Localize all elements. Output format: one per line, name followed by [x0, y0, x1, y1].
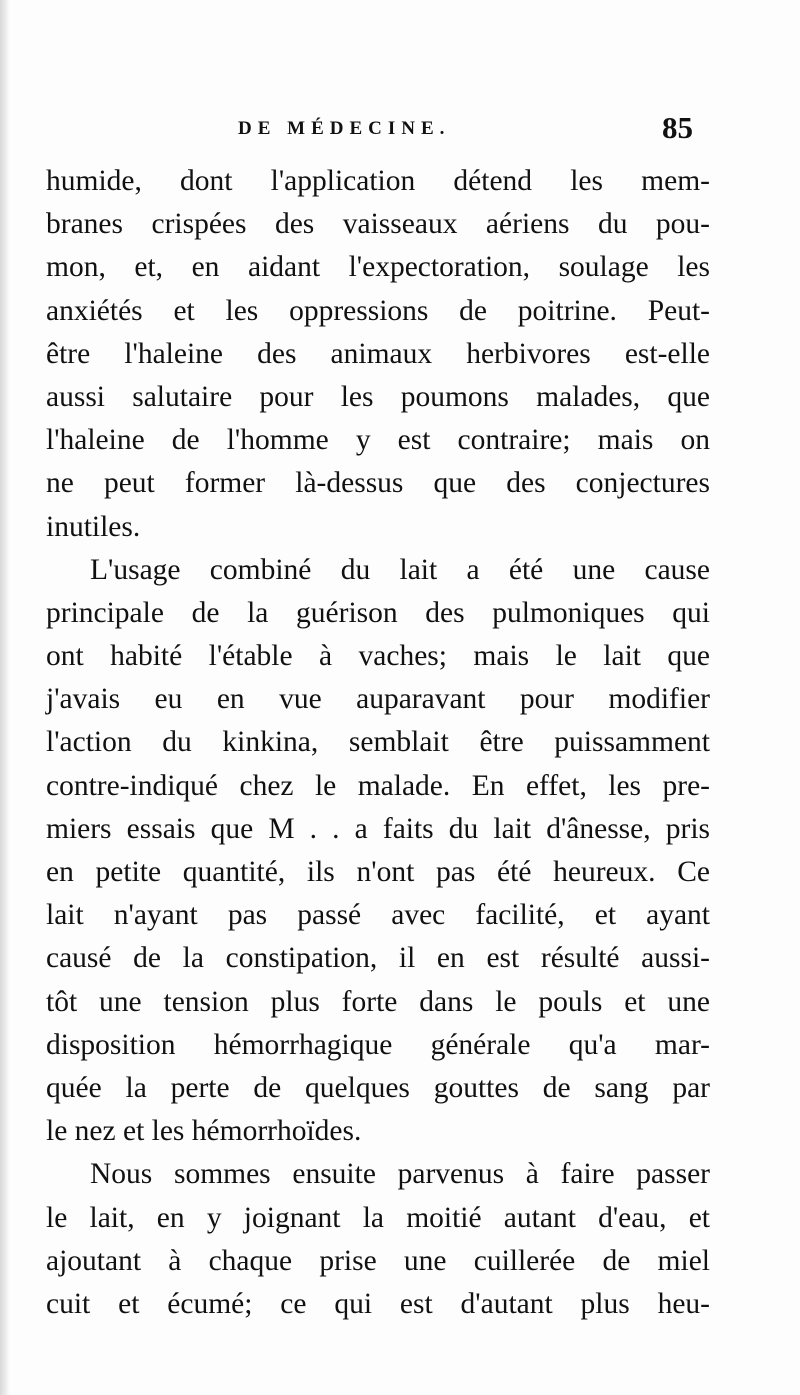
text-line: miers essais que M . . a faits du lait d'ânesse, pris [46, 812, 710, 845]
text-line: humide, dont l'application détend les mem- [46, 165, 710, 197]
text-line: quée la perte de quelques gouttes de sang par [46, 1071, 710, 1104]
page-number: 85 [662, 110, 693, 145]
text-line: L'usage combiné du lait a été une cause [90, 553, 710, 586]
text-line: tôt une tension plus forte dans le pouls et une [46, 985, 710, 1018]
text-line: en petite quantité, ils n'ont pas été heureux. Ce [46, 856, 710, 888]
text-line: l'action du kinkina, semblait être puissamment [46, 726, 710, 759]
page-header [0, 108, 800, 148]
text-line: ajoutant à chaque prise une cuillerée de miel [46, 1244, 710, 1277]
text-line: aussi salutaire pour les poumons malades, que [46, 380, 710, 413]
text-line: mon, et, en aidant l'expectoration, soulage les [46, 251, 710, 284]
text-line: principale de la guérison des pulmoniques qui [46, 596, 710, 629]
text-line: le lait, en y joignant la moitié autant d'eau, et [46, 1201, 710, 1234]
text-line: inutiles. [46, 510, 141, 543]
body-text [46, 160, 710, 1326]
text-line: contre-indiqué chez le malade. En effet, les pre- [46, 769, 710, 802]
paragraph-1 [46, 160, 710, 549]
page-edge-shadow [0, 0, 10, 1395]
text-line: j'avais eu en vue auparavant pour modifier [46, 683, 710, 716]
text-line: ont habité l'étable à vaches; mais le lait que [46, 640, 710, 673]
text-line: causé de la constipation, il en est résulté aussi- [46, 942, 710, 975]
text-line: cuit et écumé; ce qui est d'autant plus heu- [46, 1287, 710, 1320]
text-line: Nous sommes ensuite parvenus à faire passer [90, 1158, 710, 1191]
text-line: branes crispées des vaisseaux aériens du pou- [46, 208, 710, 241]
paragraph-2 [46, 549, 710, 1154]
text-line: disposition hémorrhagique générale qu'a mar- [46, 1028, 710, 1061]
text-line: l'haleine de l'homme y est contraire; mais on [46, 424, 710, 457]
text-line: être l'haleine des animaux herbivores est-elle [46, 337, 710, 370]
text-line: ne peut former là-dessus que des conjectures [46, 467, 710, 500]
running-head: DE MÉDECINE. [238, 118, 451, 139]
text-line: lait n'ayant pas passé avec facilité, et ayant [46, 899, 710, 932]
text-line: le nez et les hémorrhoïdes. [46, 1115, 362, 1148]
paragraph-3 [46, 1153, 710, 1326]
text-line: anxiétés et les oppressions de poitrine. Peut- [46, 294, 710, 327]
